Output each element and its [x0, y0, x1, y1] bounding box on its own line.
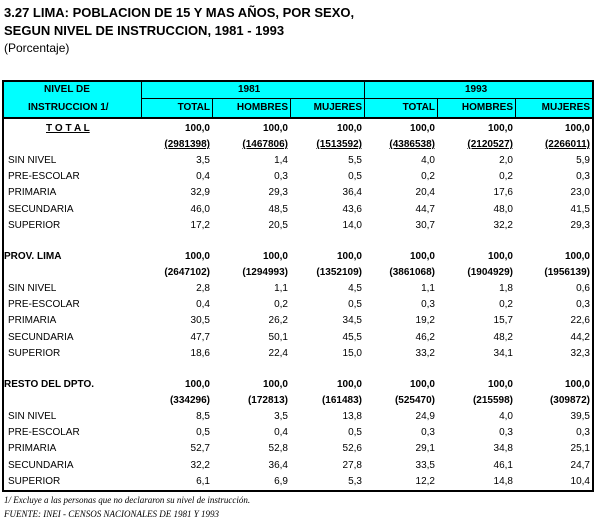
- table-row-label: SIN NIVEL: [8, 155, 57, 166]
- section-count-cell: (1467806): [242, 139, 288, 150]
- table-cell: 46,0: [190, 203, 210, 215]
- table-row-label: PRIMARIA: [8, 315, 57, 327]
- table-cell: 33,2: [415, 347, 435, 359]
- section-total-cell: 100,0: [564, 251, 590, 262]
- section-total-cell: 100,0: [487, 123, 513, 134]
- table-cell: 15,7: [493, 315, 513, 327]
- section-title: PROV. LIMA: [4, 251, 62, 262]
- table-cell: 0,2: [499, 171, 513, 183]
- table-row-label: PRE-ESCOLAR: [8, 171, 80, 183]
- table-cell: 20,4: [415, 187, 435, 199]
- table-cell: 45,5: [342, 331, 362, 343]
- section-total-cell: 100,0: [409, 251, 435, 262]
- section-count-cell: (2647102): [164, 267, 210, 278]
- table-cell: 1,1: [274, 283, 288, 294]
- table-cell: 0,5: [196, 427, 210, 439]
- section-count-cell: (172813): [247, 395, 288, 406]
- table-cell: 25,1: [570, 443, 590, 455]
- table-cell: 24,7: [570, 459, 590, 471]
- table-cell: 3,5: [274, 411, 288, 422]
- header-col-hombres-1993: HOMBRES: [461, 102, 513, 113]
- table-cell: 0,3: [421, 299, 435, 311]
- table-cell: 0,3: [499, 427, 513, 439]
- table-cell: 12,2: [415, 475, 435, 487]
- table-cell: 44,7: [415, 203, 435, 215]
- source-note: FUENTE: INEI - CENSOS NACIONALES DE 1981 Y 1993: [4, 509, 219, 519]
- section-total-cell: 100,0: [409, 379, 435, 390]
- table-cell: 20,5: [268, 219, 288, 231]
- header-instruccion-label: INSTRUCCION 1/: [28, 102, 109, 113]
- section-total-cell: 100,0: [487, 251, 513, 262]
- header-year-1993: 1993: [465, 84, 488, 95]
- section-total-cell: 100,0: [184, 123, 210, 134]
- section-total-cell: 100,0: [184, 379, 210, 390]
- table-cell: 32,2: [493, 219, 513, 231]
- footnote: 1/ Excluye a las personas que no declararon su nivel de instrucción.: [4, 495, 251, 505]
- table-cell: 48,2: [493, 331, 513, 343]
- section-count-cell: (2120527): [467, 139, 513, 150]
- section-title: RESTO DEL DPTO.: [4, 379, 95, 390]
- table-cell: 22,6: [570, 315, 590, 327]
- table-cell: 17,6: [493, 187, 513, 199]
- section-count-cell: (1956139): [544, 267, 590, 278]
- table-cell: 2,8: [196, 283, 210, 294]
- header-year-1981: 1981: [238, 84, 261, 95]
- table-cell: 0,5: [348, 171, 362, 183]
- section-total-cell: 100,0: [487, 379, 513, 390]
- table-cell: 5,9: [576, 155, 590, 166]
- section-count-cell: (2266011): [544, 139, 590, 150]
- table-bottom-border: [2, 490, 593, 492]
- table-cell: 0,5: [348, 299, 362, 311]
- section-total-cell: 100,0: [336, 251, 362, 262]
- header-col-mujeres-1981: MUJERES: [313, 102, 362, 113]
- table-cell: 0,3: [274, 171, 288, 183]
- table-cell: 48,5: [268, 203, 288, 215]
- table-header-bottom-border: [2, 117, 593, 119]
- table-cell: 30,7: [415, 219, 435, 231]
- section-count-cell: (161483): [321, 395, 362, 406]
- section-count-cell: (2981398): [164, 139, 210, 150]
- table-cell: 32,2: [190, 459, 210, 471]
- table-top-border: [2, 80, 593, 82]
- table-cell: 46,2: [415, 331, 435, 343]
- table-cell: 24,9: [415, 411, 435, 422]
- table-left-border: [2, 80, 4, 492]
- table-cell: 4,5: [348, 283, 362, 294]
- table-cell: 29,3: [268, 187, 288, 199]
- table-row-label: PRE-ESCOLAR: [8, 427, 80, 439]
- section-count-cell: (309872): [549, 395, 590, 406]
- section-count-cell: (334296): [169, 395, 210, 406]
- table-row-label: PRE-ESCOLAR: [8, 299, 80, 311]
- table-row-label: SECUNDARIA: [8, 203, 74, 215]
- table-cell: 26,2: [268, 315, 288, 327]
- table-row-label: SUPERIOR: [8, 219, 61, 231]
- page-title-line2: SEGUN NIVEL DE INSTRUCCION, 1981 - 1993: [4, 23, 285, 38]
- table-cell: 6,1: [196, 475, 210, 487]
- table-cell: 18,6: [190, 347, 210, 359]
- table-row-label: SUPERIOR: [8, 347, 61, 359]
- header-col-total-1981: TOTAL: [177, 102, 210, 113]
- header-col-mujeres-1993: MUJERES: [541, 102, 590, 113]
- table-cell: 6,9: [274, 475, 288, 487]
- table-cell: 41,5: [570, 203, 590, 215]
- header-nivel-label: NIVEL DE: [44, 84, 90, 95]
- section-total-cell: 100,0: [184, 251, 210, 262]
- table-cell: 32,9: [190, 187, 210, 199]
- table-cell: 43,6: [342, 203, 362, 215]
- section-total-cell: 100,0: [564, 379, 590, 390]
- table-cell: 1,8: [499, 283, 513, 294]
- table-cell: 44,2: [570, 331, 590, 343]
- table-cell: 52,7: [190, 443, 210, 455]
- table-cell: 34,8: [493, 443, 513, 455]
- table-cell: 29,3: [570, 219, 590, 231]
- table-cell: 50,1: [268, 331, 288, 343]
- table-cell: 0,4: [196, 299, 210, 311]
- table-row-label: PRIMARIA: [8, 187, 57, 199]
- table-cell: 1,4: [274, 155, 288, 166]
- table-cell: 4,0: [421, 155, 435, 166]
- table-cell: 29,1: [415, 443, 435, 455]
- table-right-border: [592, 80, 594, 492]
- section-total-cell: 100,0: [564, 123, 590, 134]
- table-row-label: SIN NIVEL: [8, 411, 57, 422]
- table-cell: 0,3: [421, 427, 435, 439]
- section-count-cell: (4386538): [389, 139, 435, 150]
- table-row-label: SUPERIOR: [8, 475, 61, 487]
- page-subtitle: (Porcentaje): [4, 41, 70, 55]
- table-cell: 46,1: [493, 459, 513, 471]
- page-title: 3.27 LIMA: POBLACION DE 15 Y MAS AÑOS, POR SEXO,: [4, 5, 355, 20]
- table-cell: 4,0: [499, 411, 513, 422]
- table-cell: 36,4: [268, 459, 288, 471]
- section-total-cell: 100,0: [262, 251, 288, 262]
- section-count-cell: (525470): [394, 395, 435, 406]
- table-cell: 0,5: [348, 427, 362, 439]
- table-cell: 52,6: [342, 443, 362, 455]
- table-cell: 15,0: [342, 347, 362, 359]
- table-cell: 39,5: [570, 411, 590, 422]
- table-cell: 0,2: [274, 299, 288, 311]
- table-cell: 1,1: [421, 283, 435, 294]
- table-cell: 52,8: [268, 443, 288, 455]
- table-cell: 14,8: [493, 475, 513, 487]
- table-cell: 13,8: [342, 411, 362, 422]
- table-cell: 36,4: [342, 187, 362, 199]
- section-count-cell: (1294993): [242, 267, 288, 278]
- table-cell: 0,6: [576, 283, 590, 294]
- table-cell: 34,5: [342, 315, 362, 327]
- table-cell: 48,0: [493, 203, 513, 215]
- header-year-divider: [142, 98, 593, 99]
- table-cell: 30,5: [190, 315, 210, 327]
- table-cell: 0,4: [196, 171, 210, 183]
- table-cell: 5,5: [348, 155, 362, 166]
- table-cell: 32,3: [570, 347, 590, 359]
- table-cell: 14,0: [342, 219, 362, 231]
- table-cell: 0,2: [421, 171, 435, 183]
- section-count-cell: (215598): [472, 395, 513, 406]
- table-cell: 33,5: [415, 459, 435, 471]
- section-count-cell: (3861068): [389, 267, 435, 278]
- table-row-label: SECUNDARIA: [8, 331, 74, 343]
- section-count-cell: (1904929): [467, 267, 513, 278]
- header-col-total-1993: TOTAL: [402, 102, 435, 113]
- table-cell: 0,4: [274, 427, 288, 439]
- table-cell: 47,7: [190, 331, 210, 343]
- table-row-label: PRIMARIA: [8, 443, 57, 455]
- table-cell: 8,5: [196, 411, 210, 422]
- table-cell: 0,3: [576, 171, 590, 183]
- table-cell: 2,0: [499, 155, 513, 166]
- table-cell: 17,2: [190, 219, 210, 231]
- table-cell: 0,2: [499, 299, 513, 311]
- section-total-cell: 100,0: [409, 123, 435, 134]
- section-total-cell: 100,0: [262, 123, 288, 134]
- table-cell: 10,4: [570, 475, 590, 487]
- section-count-cell: (1513592): [316, 139, 362, 150]
- table-cell: 27,8: [342, 459, 362, 471]
- table-row-label: SIN NIVEL: [8, 283, 57, 294]
- table-cell: 0,3: [576, 427, 590, 439]
- section-count-cell: (1352109): [316, 267, 362, 278]
- table-cell: 34,1: [493, 347, 513, 359]
- table-row-label: SECUNDARIA: [8, 459, 74, 471]
- section-total-cell: 100,0: [336, 123, 362, 134]
- section-total-cell: 100,0: [336, 379, 362, 390]
- section-title: T O T A L: [46, 123, 90, 134]
- table-cell: 3,5: [196, 155, 210, 166]
- table-cell: 5,3: [348, 475, 362, 487]
- section-total-cell: 100,0: [262, 379, 288, 390]
- table-cell: 23,0: [570, 187, 590, 199]
- table-cell: 19,2: [415, 315, 435, 327]
- table-cell: 0,3: [576, 299, 590, 311]
- table-cell: 22,4: [268, 347, 288, 359]
- header-col-hombres-1981: HOMBRES: [236, 102, 288, 113]
